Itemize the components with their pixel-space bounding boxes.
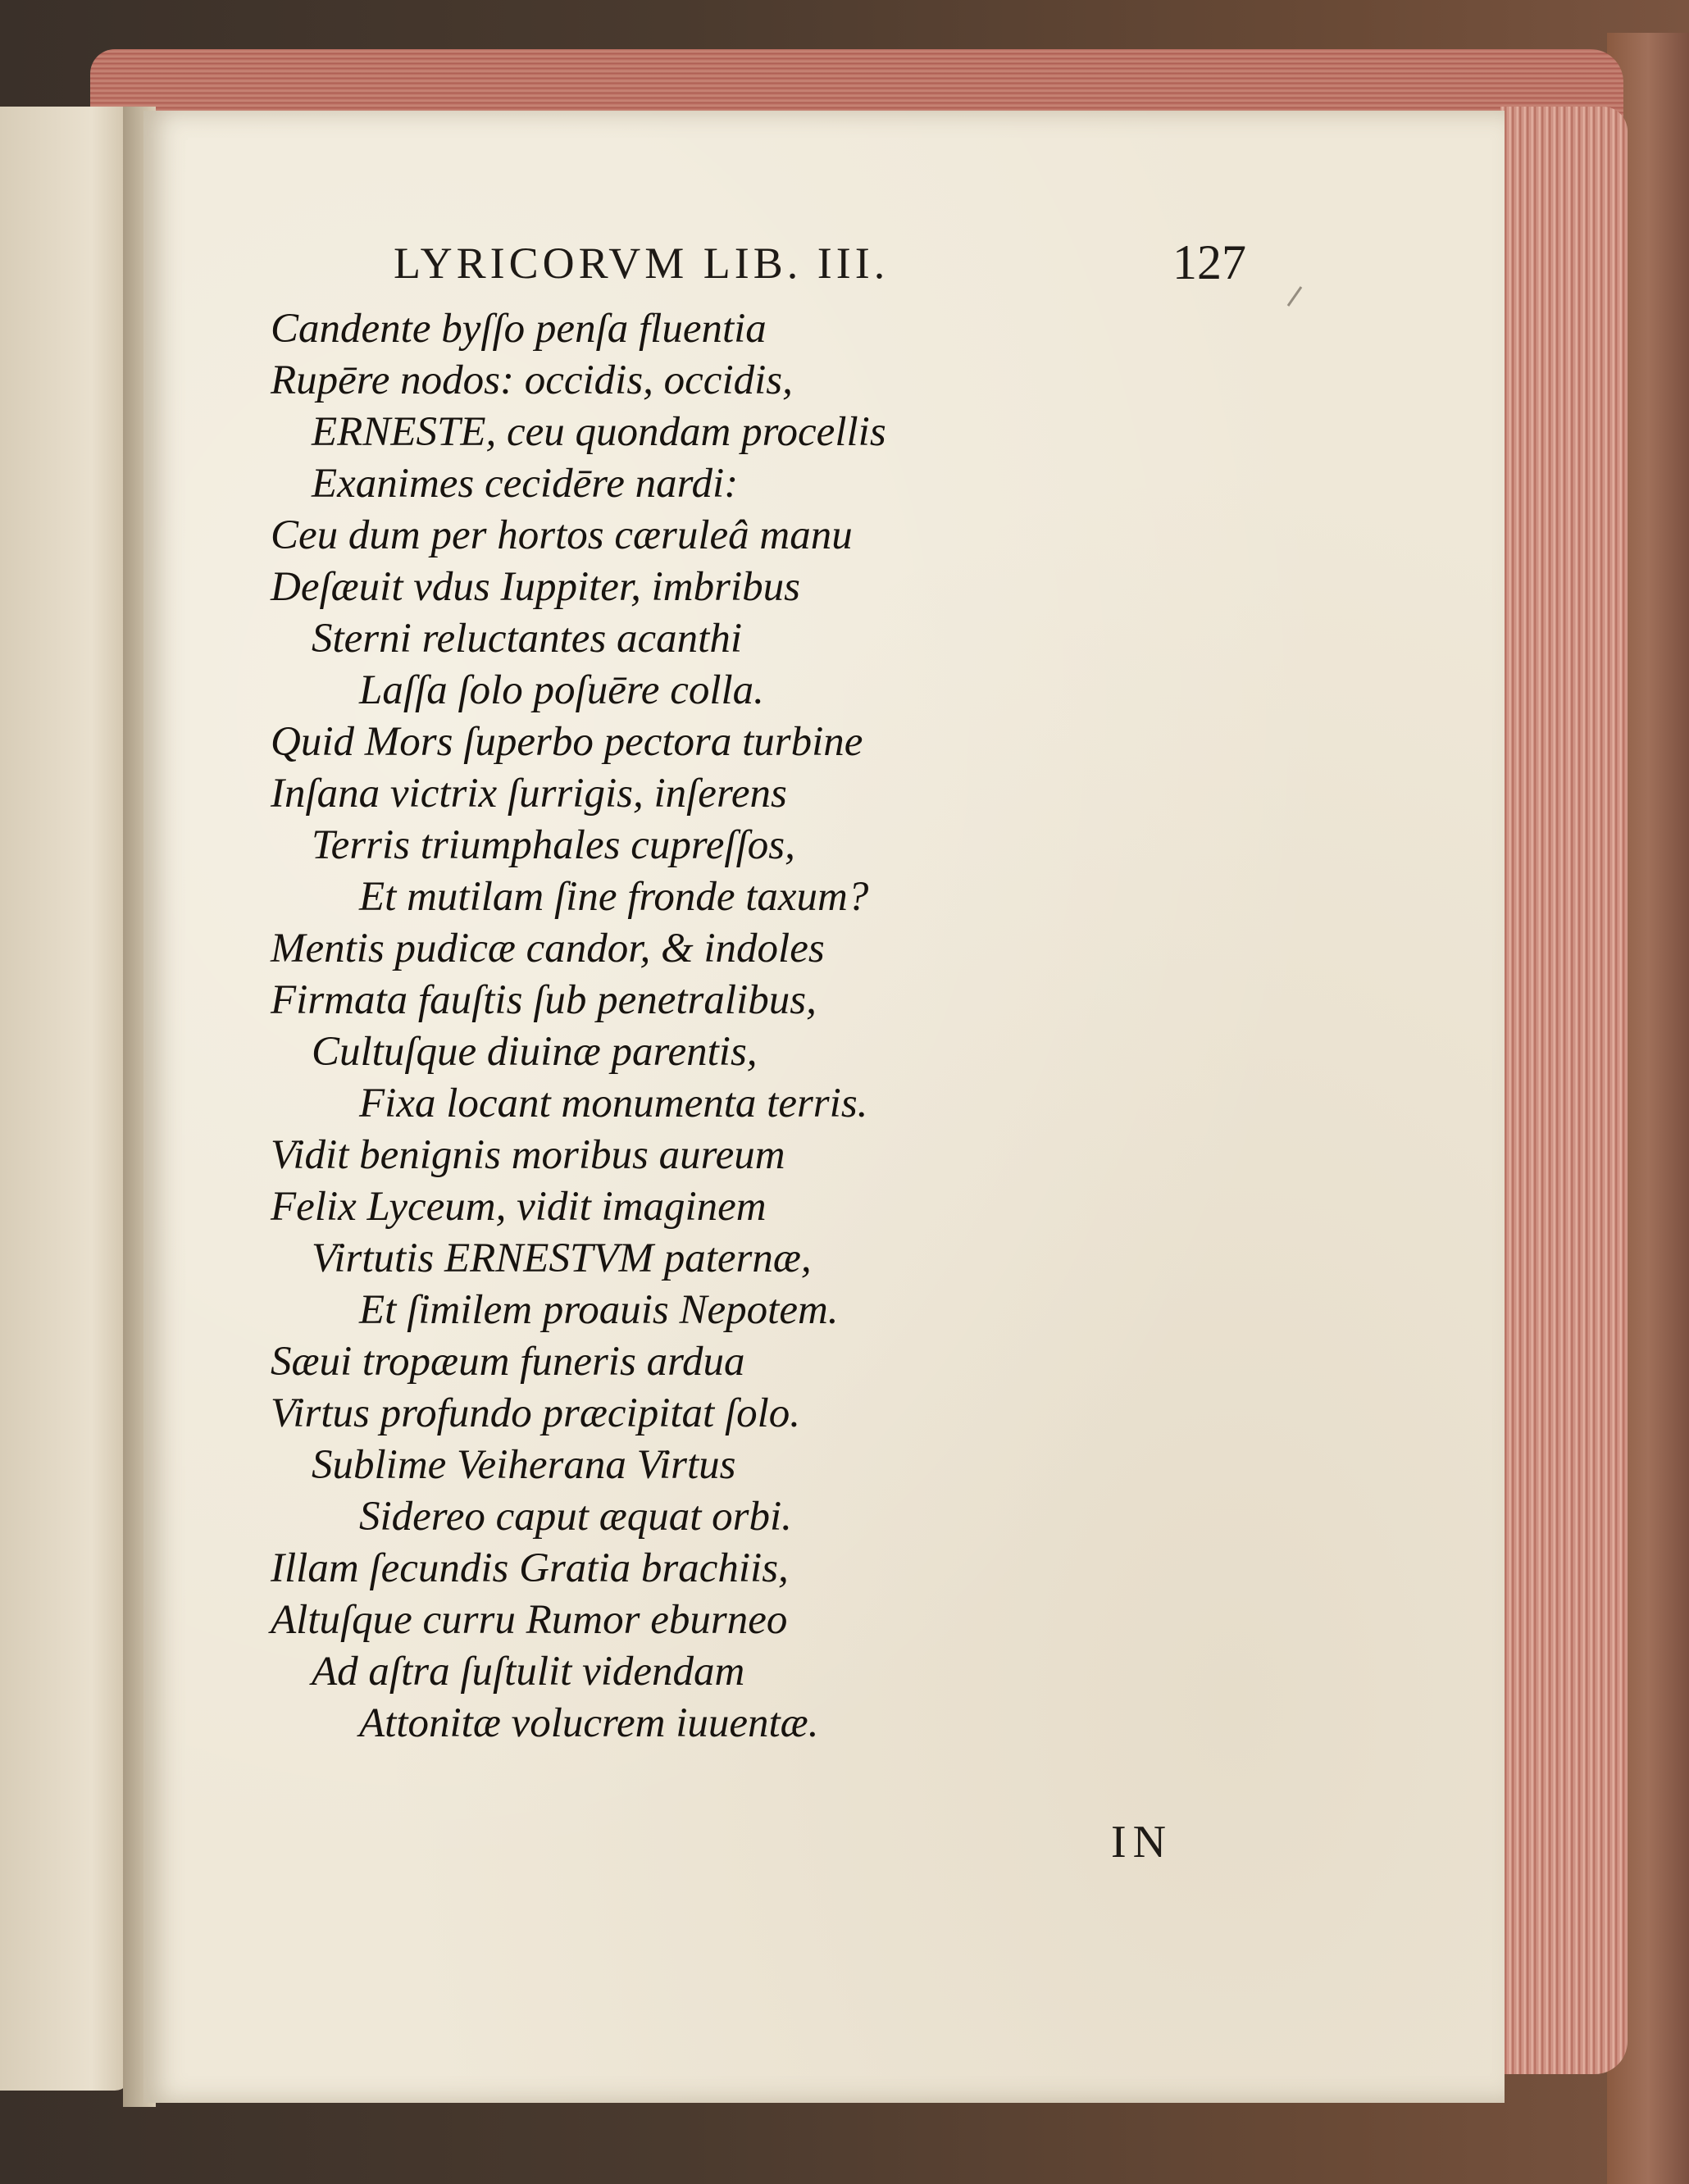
poem-line: Inſana victrix ſurrigis, inſerens bbox=[271, 771, 787, 817]
poem-line: Deſæuit vdus Iuppiter, imbribus bbox=[271, 564, 800, 610]
poem-line: Laſſa ſolo poſuēre colla. bbox=[359, 667, 764, 713]
poem-line: Terris triumphales cupreſſos, bbox=[312, 822, 795, 868]
poem-line: Sublime Veiherana Virtus bbox=[312, 1442, 736, 1488]
poem-line: Et ſimilem proauis Nepotem. bbox=[359, 1287, 839, 1333]
page-edges-right bbox=[1500, 107, 1628, 2074]
facing-page bbox=[0, 107, 131, 2091]
page-header bbox=[394, 235, 1295, 303]
poem-line: Fixa locant monumenta terris. bbox=[359, 1081, 868, 1126]
poem-line: Sterni reluctantes acanthi bbox=[312, 616, 743, 662]
poem-line: Mentis pudicæ candor, & indoles bbox=[271, 926, 825, 971]
poem-line: Illam ſecundis Gratia brachiis, bbox=[271, 1545, 789, 1591]
poem-line: Ad aſtra ſuſtulit videndam bbox=[312, 1649, 745, 1695]
poem-line: ERNESTE, ceu quondam procellis bbox=[312, 409, 886, 455]
poem-line: Rupēre nodos: occidis, occidis, bbox=[271, 357, 793, 403]
poem-text bbox=[271, 303, 1254, 1749]
poem-line: Virtutis ERNESTVM paternæ, bbox=[312, 1235, 812, 1281]
page-number: 127 bbox=[1172, 235, 1246, 289]
catchword: IN bbox=[1111, 1817, 1173, 1868]
poem-line: Quid Mors ſuperbo pectora turbine bbox=[271, 719, 863, 765]
poem-line: Firmata fauſtis ſub penetralibus, bbox=[271, 977, 817, 1023]
running-title: LYRICORVM LIB. III. bbox=[394, 239, 890, 288]
poem-line: Ceu dum per hortos cæruleâ manu bbox=[271, 512, 853, 558]
poem-line: Sidereo caput æquat orbi. bbox=[359, 1494, 792, 1540]
poem-line: Attonitæ volucrem iuuentæ. bbox=[359, 1700, 819, 1746]
poem-line: Vidit benignis moribus aureum bbox=[271, 1132, 785, 1178]
poem-line: Sæui tropæum funeris ardua bbox=[271, 1339, 745, 1385]
poem-line: Altuſque curru Rumor eburneo bbox=[271, 1597, 788, 1643]
poem-line: Exanimes cecidēre nardi: bbox=[312, 461, 739, 507]
poem-line: Cultuſque diuinæ parentis, bbox=[312, 1029, 758, 1075]
poem-line: Et mutilam ſine fronde taxum? bbox=[359, 874, 869, 920]
poem-line: Candente byſſo penſa fluentia bbox=[271, 306, 767, 352]
poem-line: Virtus profundo præcipitat ſolo. bbox=[271, 1390, 801, 1436]
poem-line: Felix Lyceum, vidit imaginem bbox=[271, 1184, 767, 1230]
